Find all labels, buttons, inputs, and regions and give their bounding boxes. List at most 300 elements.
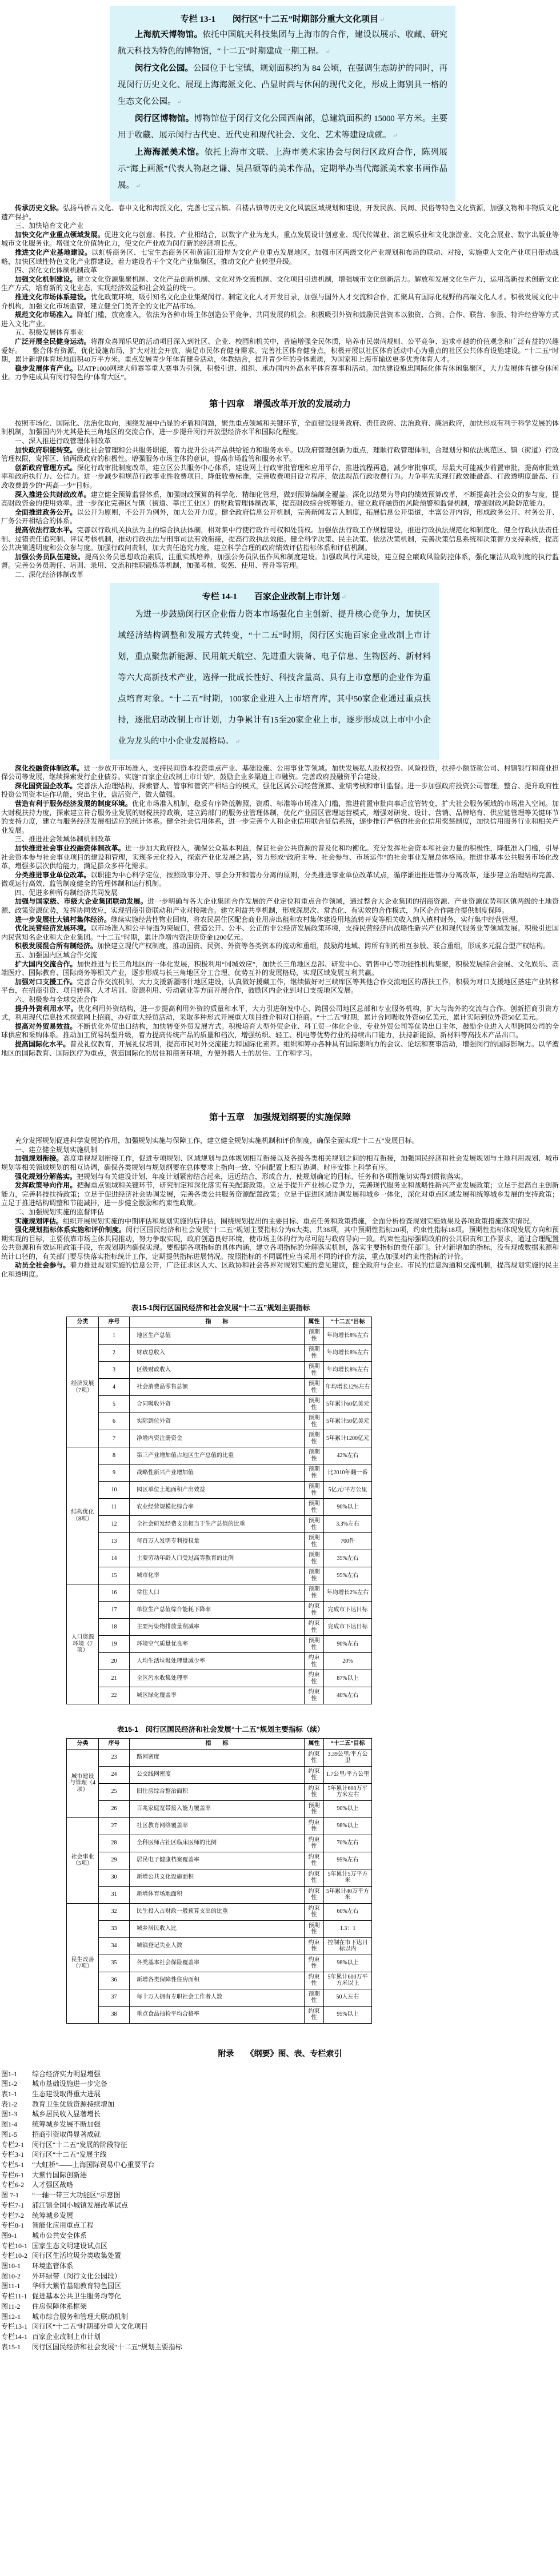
- box-paragraph: 闵行文化公园。公园位于七宝镇，规划面积约为 84 公顷，在强调生态防护的同时，再现闵行历史文化、展现上海海派文化、凸显时尚与休闲的现代文化，形成上海别具一格的生态文化公园。 ↵: [118, 64, 448, 106]
- attribute-cell: 预期性: [305, 1362, 324, 1379]
- index-code: 图10-1: [1, 2262, 21, 2270]
- index-item: [1, 2261, 559, 2272]
- numbered-subheading: 五、积极发展体育事业: [15, 328, 84, 337]
- numbered-subheading: 四、深化文化体制机制改革: [15, 266, 98, 275]
- category-cell: 人口资源环境（7项）: [67, 1584, 99, 1704]
- table-row: [67, 1550, 372, 1567]
- indicator-cell: 环境空气质量优良率: [130, 1636, 305, 1653]
- paragraph-lead: 强化规划指标体系实施和评价制度。: [15, 1226, 126, 1234]
- index-title: 大紫竹国际创新港: [32, 2170, 87, 2179]
- index-title: 外环绿带（闵行文化公园段）: [32, 2272, 122, 2280]
- table-row: [67, 1362, 372, 1379]
- index-code: 图10-2: [1, 2272, 21, 2280]
- table-row: [67, 1817, 372, 1835]
- target-cell: 比2010年翻一番: [324, 1464, 372, 1482]
- body-paragraph: 积极发展混合所有制经济。加快建立现代产权制度，推动国资、民资、外资等各类资本的流动和重组，鼓励跨地域、跨所有制的相互参股、联合重组，形成多元混合型产权结构。: [15, 942, 550, 950]
- paragraph-lead: 深入推进公共财政改革。: [15, 490, 91, 499]
- index-code: 表1-1: [1, 2090, 17, 2098]
- index-item: [1, 2079, 559, 2089]
- numbered-subheading: 一、深入推进行政管理体制改革: [15, 437, 111, 446]
- indicator-cell: 城镇登记失业人数: [130, 1937, 305, 1955]
- indicator-cell: 路网密度: [130, 1749, 305, 1766]
- paragraph-lead: 扩大国内交流合作。: [15, 960, 77, 968]
- target-cell: 5亿元/平方公里: [324, 1482, 372, 1499]
- attribute-cell: 预期性: [305, 1516, 324, 1533]
- attribute-cell: 预期性: [305, 1800, 324, 1817]
- target-cell: 60%左右: [324, 1903, 372, 1920]
- indicator-cell: 各类基本社会保险覆盖率: [130, 1955, 305, 1972]
- serial-cell: 30: [99, 1869, 130, 1886]
- table-title: 表15-1闵行区国民经济和社会发展“十二五”规划主要指标: [131, 1303, 310, 1312]
- target-cell: 5年累计5万平方米: [324, 1869, 372, 1886]
- index-code: 专栏7-2: [1, 2211, 24, 2220]
- target-cell: 98%以上: [324, 1817, 372, 1835]
- body-paragraph: 分类推进事业单位改革。以职能为中心科学定位，按照政事分开、事企分开和管办分离的原则，分类推进事业单位改革试点，循序渐进推进管办分离改革，逐步建立治理结构完善、微观运行高效、监管制度健全的管理体制和运行机制。: [1, 870, 559, 888]
- body-paragraph: 稳步发展体育产业。以ATP1000网球大师赛等重大赛事为引领，积极引进、组织、承办国内外高水平体育赛事和活动。加快建设旗忠国际化体育休闲集聚区，大力发展体育健身休闲业。力争建成具有闵行特色的“体育大区”。: [1, 364, 559, 382]
- serial-cell: 25: [99, 1783, 130, 1800]
- table-row: [67, 1903, 372, 1920]
- body-paragraph: 加强对口支援工作。完善合作交流机制，大力支援新疆喀什地区建设，认真做好援藏工作，继续做好对三峡库区等其他合作交流地区的帮扶工作，积极为对口支援地区搭建产业转移平台，在招商引资、项目转移、人才培训、资源利用、劳动就业等方面开展合作，鼓励区内企业到对口支援地区发展。: [1, 977, 559, 995]
- serial-cell: 7: [99, 1430, 130, 1447]
- paragraph-lead: 深化国资国企改革。: [15, 781, 77, 790]
- indicator-cell: 全社会研发经费支出相当于生产总值的比重: [130, 1516, 305, 1533]
- index-item: [1, 2109, 559, 2120]
- column-header: 指 标: [130, 1739, 305, 1750]
- serial-cell: 22: [99, 1687, 130, 1704]
- attribute-cell: 约束性: [305, 1835, 324, 1852]
- body-paragraph: 深化国资国企改革。完善法人治理结构，探索管人、管事和管资产相结合的模式，强化区属公司经营预算、业绩考核和审计监督。进一步加强政府投资公司管理，整合、提升政府性投资公司资本运作功能，突出主业，盘活资产，做大做强。: [1, 781, 559, 799]
- chapter-heading: 第十四章 增强改革开放的发展动力: [209, 399, 351, 409]
- column-header: 序号: [99, 1739, 130, 1750]
- target-cell: 5年累计60亿美元: [324, 1396, 372, 1413]
- target-cell: 95%左右: [324, 1852, 372, 1869]
- body-paragraph: 加强与国家级、市级大企业集团联动发展。进一步明确与各大企业集团合作发展的产业定位和重点合作领域，通过整合大企业集团的招商资源、产业资源优势和区镇两级的土地资源、政策资源优势，发挥协同效应，实现招商引资联动和产业对接融合。建立利益共享机制，形成深层次、常态化、有实效的合作模式，为区企合作融合提供制度保障。: [1, 897, 559, 915]
- body-paragraph: 加快推进社会事业投融资体制改革。进一步加大政府投入，确保公众基本利益，保证社会公共资源的普及化和均衡化。充分发挥社会资本和社会力量的积极性，降低准入门槛，引导社会资本参与社会事业项目的建设和管理，实现多元化投入，探索产业化发展之路，努力形成“政府主导、社会参与、市场运作”的社会事业发展总体格局。推进非基本公共服务市场化改革，增强多层次供给能力，满足群众多样化需求。: [1, 844, 559, 870]
- table-row: [67, 1670, 372, 1687]
- column-header: 指 标: [130, 1317, 305, 1327]
- attribute-cell: 预期性: [305, 1989, 324, 2006]
- indicator-cell: 民生投入占财政一般预算支出的比重: [130, 1903, 305, 1920]
- body-paragraph: 加强文化机制建设。建立文化资源集聚机制、文化产品创新机制、文化对外交流机制、文化项目引进机制，增强城市文化创新活力。解放和发展文化生产力，运用高新技术创新文化生产方式，培育新的文化业态，实现经济效益和社会效益的统一。: [1, 275, 559, 292]
- indicator-cell: 主要劳动年龄人口受过高等教育的比例: [130, 1550, 305, 1567]
- serial-cell: 23: [99, 1749, 130, 1766]
- category-cell: 社会事业（5项）: [67, 1817, 99, 1903]
- table-row: [67, 1989, 372, 2006]
- paragraph-lead: 加快政府职能转变。: [15, 446, 77, 454]
- serial-cell: 34: [99, 1937, 130, 1955]
- index-item: [1, 2201, 559, 2211]
- highlight-box-13-1: [110, 6, 455, 202]
- paragraph-lead: 闵行文化公园。: [135, 64, 194, 73]
- paragraph-lead: 强化规划分解落实。: [15, 1172, 77, 1181]
- indicators-table-block: [66, 1302, 375, 1705]
- table-row: [67, 1584, 372, 1602]
- column-header: “十二五”目标: [324, 1739, 372, 1750]
- indicator-cell: 城市化率: [130, 1567, 305, 1584]
- index-code: 专栏5-1: [1, 2160, 24, 2169]
- index-item: [1, 2312, 559, 2322]
- body-paragraph: 深化投融资体制改革。进一步放开市场准入，支持民间资本投资重点产业、基础设施、公用事业等领域。加快发展私人股权投资、风险投资，扶持小额贷款公司、村镇银行和商业担保公司等发展，继续探索发行企业债券。实施“百家企业改制上市计划”，鼓励企业多渠道上市融资。完善政府投融资平台建设。: [1, 764, 559, 781]
- paragraph-lead: 动员全社会参与。: [15, 1261, 70, 1270]
- paragraph-lead: 加快文化产业重点领域发展。: [15, 230, 105, 239]
- indicator-cell: 公交线网密度: [130, 1766, 305, 1783]
- paragraph-lead: 加快推进社会事业投融资体制改革。: [15, 844, 125, 852]
- numbered-subheading: 六、积极参与全球交流合作: [15, 996, 98, 1004]
- index-code: 专栏3-1: [1, 2150, 24, 2159]
- target-cell: 5年累计50亿美元: [324, 1413, 372, 1430]
- attribute-cell: 约束性: [305, 1670, 324, 1687]
- index-title: 环境监管体系: [32, 2262, 74, 2270]
- index-code: 专栏7-1: [1, 2201, 24, 2209]
- body-paragraph: 广泛开展全民健身运动。将群众喜闻乐见的活动项目深入到社区、企业、校园和机关中，普遍增强全民体质，培养市民崇尚规则、公平竞争、追求卓越的价值观念和广泛有益的兴趣爱好。 整合体育资源，优化设施布局，扩大对社会开放，满足市民体育健身需求。完善社区体育健身点，积极开展以社区体育活动中心为重点的社区公共体育设施建设。“十二五”时期，累计新增体育场地面积40万平方米。重点发展青少年体育健身活动，体教结合，提升青少年的身体素质，为国家和上海市输送更多优秀体育人才。: [1, 337, 559, 364]
- body-paragraph: 按照市场化、国际化、法治化取向，围绕发展中凸显的矛盾和问题，聚焦重点领域和关键环节，全面建设服务政府、责任政府、法治政府、廉洁政府，加快形成有利于科学发展的体制机制，加强国内外尤其是长三角地区的交流合作，进一步提升闵行开放型经济水平和国际化程度。: [1, 419, 559, 436]
- target-cell: 70%左右: [324, 1835, 372, 1852]
- attribute-cell: 约束性: [305, 1886, 324, 1903]
- indicator-cell: 战略性新兴产业增加值: [130, 1464, 305, 1482]
- index-code: 图1-5: [1, 2130, 17, 2138]
- paragraph-lead: 提高国际化水平。: [15, 1040, 70, 1048]
- numbered-subheading: 一、建立健全规划实施机制: [15, 1145, 98, 1154]
- table-row: [67, 1602, 372, 1619]
- index-code: 专栏10-1: [1, 2241, 27, 2250]
- index-code: 图1-3: [1, 2110, 17, 2118]
- table-row: [67, 1800, 372, 1817]
- paragraph-lead: 提高对外贸易效益。: [15, 1022, 77, 1030]
- index-title: 百家企业改制上市计划: [32, 2332, 101, 2341]
- indicator-cell: 新增公共文化设施面积: [130, 1869, 305, 1886]
- target-cell: 35%左右: [324, 1550, 372, 1567]
- serial-cell: 16: [99, 1584, 130, 1602]
- table-row: [67, 1430, 372, 1447]
- indicator-cell: 农业经营规模化综合率: [130, 1499, 305, 1516]
- index-title: “大虹桥”——上海国际贸易中心重要平台: [32, 2160, 155, 2169]
- index-code: 专栏6-1: [1, 2170, 24, 2179]
- indicator-cell: 重点食品抽检平均合格率: [130, 2006, 305, 2023]
- attribute-cell: 预期性: [305, 1464, 324, 1482]
- table-row: [67, 1499, 372, 1516]
- attribute-cell: 约束性: [305, 1955, 324, 1972]
- paragraph-lead: 上海航天博物馆。: [135, 30, 203, 39]
- paragraph-lead: 加强规划衔接。: [15, 1154, 63, 1163]
- indicator-cell: 城区绿化覆盖率: [130, 1687, 305, 1704]
- paragraph-lead: 推进文化产业基地建设。: [15, 248, 92, 256]
- index-code: 图9-1: [1, 2231, 17, 2240]
- category-cell: 经济发展（7项）: [67, 1327, 99, 1447]
- index-item: [1, 2190, 559, 2201]
- serial-cell: 19: [99, 1636, 130, 1653]
- paragraph-lead: 稳步发展体育产业。: [15, 364, 77, 372]
- body-paragraph: 加快政府职能转变。强化社会管理和公共服务职能，着力提升公共产品供给能力和服务水平。以政府管理创新为重点，理顺行政管理体制，合理划分和依法规范区、镇（街道）行政管理权限，发挥区、镇两级政府的积极性。增强服务市场主体的意识，提高市场监管和服务水平。: [1, 446, 559, 463]
- body-paragraph: 加强公务员队伍建设。提高公务员思想政治素质，注重实践培养，加强公务员队伍作风和制度建设。加强政风行风建设，建立健全廉政风险防控体系，强化廉洁从政制度的执行监督。完善公务员聘任、培训、录用、交流和挂职锻炼等机制，加强考核、奖惩、使用、晋升等管理。: [1, 552, 559, 570]
- paragraph-lead: 提升外资利用水平。: [15, 1004, 78, 1013]
- target-cell: 5年累计600万平方米左右: [324, 1783, 372, 1800]
- table-row: [67, 1619, 372, 1636]
- serial-cell: 28: [99, 1835, 130, 1852]
- attribute-cell: 约束性: [305, 1783, 324, 1800]
- table-row: [67, 1687, 372, 1704]
- attribute-cell: 预期性: [305, 1920, 324, 1937]
- numbered-subheading: 四、促进多种所有制经济共同发展: [15, 888, 118, 897]
- table-header-row: [67, 1317, 372, 1327]
- target-cell: 年均增长8%左右: [324, 1327, 372, 1345]
- index-title: 华师大紫竹基础教育特色园区: [32, 2282, 122, 2290]
- return-mark-icon: ↵: [341, 593, 347, 601]
- serial-cell: 11: [99, 1499, 130, 1516]
- target-cell: 90%左右: [324, 1636, 372, 1653]
- index-code: 图12-1: [1, 2312, 21, 2321]
- index-title: 闵行区“十二五”时期部分重大文化项目: [32, 2322, 148, 2331]
- body-paragraph: 动员全社会参与。着力推进规划实施的信息公开，广泛征求区人大、区政协和社会各界对规划实施的意见建议，健全政府与企业、市民的信息沟通和交流机制，提高规划实施的民主化和透明度。: [1, 1261, 559, 1279]
- attribute-cell: 预期性: [305, 1379, 324, 1396]
- index-code: 专栏8-1: [1, 2221, 24, 2230]
- attribute-cell: 预期性: [305, 1413, 324, 1430]
- attribute-cell: 预期性: [305, 1533, 324, 1550]
- index-code: 图1-2: [1, 2080, 17, 2088]
- table-row: [67, 1533, 372, 1550]
- body-paragraph: 推进文化市场体系建设。优化政策环境，吸引知名文化企业集聚闵行。制定文化人才开发目录，加强与国外人才交流和合作，汇聚具有国际化视野的高端文化人才。积极发展文化中介机构，加强文化市场监管，建立健全门类齐全的文化产品市场。: [1, 292, 559, 310]
- target-cell: 5年累计40万平方米: [324, 1886, 372, 1903]
- indicator-cell: 合同吸收外资: [130, 1396, 305, 1413]
- body-paragraph: 全面推进政务公开。以公开为原则，不公开为例外，加大公开力度。健全政府信息公开机制，完善新闻发言人制度，拓展信息公开渠道，丰富公开内容，形成政务公开、村务公开、厂务公开相结合的体系。: [1, 508, 559, 525]
- index-code: 图 7-1: [1, 2191, 19, 2200]
- target-cell: 年均增长12%左右: [324, 1379, 372, 1396]
- index-item: [1, 2241, 559, 2252]
- table-row: [67, 1972, 372, 1989]
- serial-cell: 36: [99, 1972, 130, 1989]
- paragraph-lead: 发挥政策导向作用。: [15, 1181, 77, 1190]
- serial-cell: 21: [99, 1670, 130, 1687]
- indicator-cell: 地区生产总值: [130, 1327, 305, 1345]
- paragraph-lead: 加强公务员队伍建设。: [15, 552, 85, 561]
- target-cell: 完成市下达目标: [324, 1602, 372, 1619]
- index-title: 闵行区“十二五”发展主线: [32, 2150, 107, 2159]
- index-item: [1, 2332, 559, 2342]
- attribute-cell: 约束性: [305, 1602, 324, 1619]
- table-header-row: [67, 1739, 372, 1750]
- box-title: 专栏 13-1 闵行区“十二五”时期部分重大文化项目 ↵: [180, 15, 385, 24]
- table-row: [67, 1653, 372, 1670]
- indicator-cell: 社会消费品零售总额: [130, 1379, 305, 1396]
- paragraph-lead: 提高依法行政水平。: [15, 526, 77, 534]
- serial-cell: 32: [99, 1903, 130, 1920]
- target-cell: 95%以上: [324, 2006, 372, 2023]
- serial-cell: 6: [99, 1413, 130, 1430]
- category-cell: 民生改善（7项）: [67, 1903, 99, 2023]
- serial-cell: 13: [99, 1533, 130, 1550]
- index-code: 专栏10-2: [1, 2252, 27, 2260]
- appendix-index-list: [1, 2069, 559, 2353]
- body-paragraph: 推进文化产业基地建设。以虹桥商务区、七宝生态商务区和黄浦江沿岸为文化产业重点发展地区，加强市区两级文化产业规划和布局的联动、对接，实施重大文化产业项目带动战略，加快区域性特色文化产业群建设，着力建设若干个文化产业集聚区，推动文化产业转型升级。: [1, 248, 559, 266]
- serial-cell: 12: [99, 1516, 130, 1533]
- attribute-cell: 预期性: [305, 1550, 324, 1567]
- numbered-subheading: 五、加强国内区域合作交流: [15, 951, 98, 960]
- body-paragraph: 深入推进公共财政改革。建立健全预算监督体系，加强财政预算的科学化、精细化管理，做到预算编制全覆盖。深化以结果为导向的绩效预算改革，不断提高社会公众的参与度，提高财政资金的使用效率。进一步深化完善区与镇（街道、莘庄工业区）的财政管理体制改革，提高财政综合统筹能力。建立政府融资的风险预警和监督机制，增强财政风险防范能力。: [1, 490, 559, 508]
- indicator-cell: 新增体育场地面积: [130, 1886, 305, 1903]
- body-paragraph: 强化规划指标体系实施和评价制度。闵行区国民经济和社会发展“十二五”规划主要指标分为6大类、共38项，其中预期性指标20项，约束性指标18项。预期性指标体现发展方向和预期实现的目标，主要依靠市场主体共同推动，努力争取实现，政府创造良好环境，使市场主体的行为尽可能与政府导向一致。约束性指标强调政府的公共职责和工作要求，通过合理配置公共资源和有效运用政策手段，在规划期内确保实现。要根据各项指标的具体内涵，建立各项指标的分解落实机制，落实主要指标的责任部门。针对新增加的指标，没有现成数据来源和统计口径的，有关部门要尽快落实指标统计工作，定期提供指标进展情况。按照指标的不同属性应当采用不同的评价方法，重点加强对约束性指标的评价。: [1, 1226, 559, 1261]
- serial-cell: 38: [99, 2006, 130, 2023]
- indicator-cell: 全科医师占社区临床医师的比例: [130, 1835, 305, 1852]
- target-cell: 5年累计1200亿元: [324, 1430, 372, 1447]
- body-paragraph: 提高国际化水平。普及礼仪教育，开展礼仪培训，提高市民对外交流能力和国际化素养。组织和筹办各种具有国际影响力的会议、论坛和赛事活动，增强闵行的国际影响力。以华漕地区的国际教育、国际医疗为重点，营造国际化的居住和商务环境，方便外籍人士的居住、工作和学习。: [1, 1040, 559, 1057]
- indicator-cell: 每百万人发明专利授权量: [130, 1533, 305, 1550]
- index-code: 专栏11-1: [1, 2292, 27, 2301]
- indicator-cell: 主要污染物排放量削减率: [130, 1619, 305, 1636]
- index-item: [1, 2231, 559, 2241]
- index-code: 图1-1: [1, 2069, 17, 2078]
- indicator-cell: 净增内资注册资金: [130, 1430, 305, 1447]
- return-mark-icon: ↵: [135, 183, 141, 190]
- indicator-cell: 旧住房综合整治面积: [130, 1783, 305, 1800]
- indicator-cell: 城乡居民收入比: [130, 1920, 305, 1937]
- index-code: 表1-2: [1, 2100, 17, 2108]
- index-title: 统筹城乡发展不断加强: [32, 2120, 101, 2129]
- index-title: 闵行区“十二五”发展的阶段特征: [32, 2140, 127, 2149]
- index-code: 专栏14-1: [1, 2332, 27, 2341]
- index-item: [1, 2251, 559, 2261]
- index-item: [1, 2281, 559, 2292]
- paragraph-lead: 闵行区博物馆。: [135, 114, 194, 123]
- table-row: [67, 1783, 372, 1800]
- attribute-cell: 预期性: [305, 1482, 324, 1499]
- index-item: [1, 2140, 559, 2150]
- index-title: 住房保障体系框架: [32, 2302, 87, 2310]
- index-item: [1, 2211, 559, 2221]
- index-title: 人才强区战略: [32, 2181, 74, 2189]
- return-mark-icon: ↵: [177, 99, 182, 106]
- box-paragraph: 上海航天博物馆。依托中国航天科技集团与上海市的合作，建设以展示、收藏、研究航天科技为特色的博物馆，“十二五”时期建成一期工程。 ↵: [118, 30, 448, 56]
- table-row: [67, 1920, 372, 1937]
- table-row: [67, 1345, 372, 1362]
- paragraph-lead: 广泛开展全民健身运动。: [15, 337, 91, 346]
- index-title: 智能化应用重点工程: [32, 2221, 94, 2230]
- serial-cell: 35: [99, 1955, 130, 1972]
- serial-cell: 26: [99, 1800, 130, 1817]
- table-row: [67, 1413, 372, 1430]
- table-row: [67, 1516, 372, 1533]
- serial-cell: 18: [99, 1619, 130, 1636]
- attribute-cell: 约束性: [305, 1972, 324, 1989]
- indicator-cell: 常住人口: [130, 1584, 305, 1602]
- paragraph-lead: 加强对口支援工作。: [15, 977, 77, 986]
- serial-cell: 24: [99, 1766, 130, 1783]
- attribute-cell: 约束性: [305, 1869, 324, 1886]
- body-paragraph: 传承历史文脉。弘扬马桥古文化、春申文化和海派文化，完善七宝古镇、召楼古镇等历史文化风貌区域规划和建设，开发民族、民间、民俗等特色文化资源，加强文物和非物质文化遗产保护。: [1, 204, 559, 221]
- return-mark-icon: ↵: [379, 17, 385, 23]
- attribute-cell: 约束性: [305, 1653, 324, 1670]
- table-row: [67, 1852, 372, 1869]
- table-row: [67, 1749, 372, 1766]
- attribute-cell: 约束性: [305, 1937, 324, 1955]
- indicator-cell: 新增各类保障性住房面积: [130, 1972, 305, 1989]
- serial-cell: 9: [99, 1464, 130, 1482]
- serial-cell: 4: [99, 1379, 130, 1396]
- target-cell: 3.3%左右: [324, 1516, 372, 1533]
- index-code: 专栏6-2: [1, 2181, 24, 2189]
- indicator-cell: 实际到位外资: [130, 1413, 305, 1430]
- index-code: 图11-1: [1, 2282, 21, 2290]
- target-cell: 700件: [324, 1533, 372, 1550]
- serial-cell: 1: [99, 1327, 130, 1345]
- attribute-cell: 预期性: [305, 1327, 324, 1345]
- body-paragraph: 强化规划分解落实。把规划与有关建设计划、年度计划紧密结合起来，远近结合，形成合力，使规划确定的目标、任务和各项措施切实得到贯彻落实。: [15, 1172, 468, 1181]
- appendix-heading: 附录 《纲要》图、表、专栏索引: [218, 2048, 342, 2058]
- return-mark-icon: ↵: [392, 133, 398, 139]
- attribute-cell: 约束性: [305, 1766, 324, 1783]
- index-code: 图1-4: [1, 2120, 17, 2129]
- body-paragraph: 提高对外贸易效益。不断优化外贸出口结构，加快转变外贸发展方式。积极培育大型外贸企业、科工贸一体化企业、专业外贸公司等优势出口主体，鼓励企业进入大型跨国公司的全球供应和采购体系。推动加工贸易转型升级，着力提高传统产品的质量和档次，增强纺织、轻工、机电等优势行业的持续出口能力，扶持新能源、新材料等高技术产品出口。: [1, 1022, 559, 1040]
- numbered-subheading: 三、推进社会领域体制机制改革: [15, 835, 111, 844]
- column-header: 属性: [305, 1739, 324, 1750]
- paragraph-lead: 加强文化机制建设。: [15, 275, 77, 283]
- serial-cell: 33: [99, 1920, 130, 1937]
- index-item: [1, 2221, 559, 2231]
- target-cell: 20%: [324, 1653, 372, 1670]
- column-header: 序号: [99, 1317, 130, 1327]
- numbered-subheading: 二、深化经济体制改革: [15, 570, 84, 579]
- paragraph-lead: 规范文化市场准入。: [15, 311, 77, 319]
- index-item: [1, 2120, 559, 2130]
- serial-cell: 14: [99, 1550, 130, 1567]
- numbered-subheading: 二、加强规划实施的监督评估: [15, 1207, 105, 1216]
- table-row: [67, 1636, 372, 1653]
- target-cell: 控制在市下达目标以内: [324, 1937, 372, 1955]
- attribute-cell: 预期性: [305, 1499, 324, 1516]
- body-paragraph: 提高依法行政水平。完善以行政机关执法为主的综合执法体制，相对集中行使行政许可权和处罚权。加强依法行政工作规程建设，推进行政执法规范化和制度化，健全行政执法责任制、过错责任追究制、评议考核机制，推动行政执法与刑事司法有效衔接，提高行政执法效能。健全科学决策、民主决策、依法决策机制，完善决策信息系统和决策智力支持系统，提高公共决策透明度和公众参与度。加强行政问责制，加大责任追究力度，建立科学合理的政府绩效评估指标体系和评估机制。: [1, 526, 559, 552]
- table-row: [67, 1396, 372, 1413]
- index-item: [1, 2292, 559, 2302]
- index-item: [1, 2342, 559, 2353]
- chapter-heading: 第十五章 加强规划纲要的实施保障: [209, 1113, 351, 1123]
- table-row: [67, 1379, 372, 1396]
- attribute-cell: 约束性: [305, 1687, 324, 1704]
- paragraph-lead: 创新政府管理方式。: [15, 463, 77, 472]
- category-cell: 结构优化（8项）: [67, 1447, 99, 1584]
- index-item: [1, 2322, 559, 2332]
- target-cell: 3.39公里/平方公里: [324, 1749, 372, 1766]
- attribute-cell: 约束性: [305, 1903, 324, 1920]
- indicator-cell: 单位生产总值综合能耗下降率: [130, 1602, 305, 1619]
- serial-cell: 17: [99, 1602, 130, 1619]
- table-row: [67, 1464, 372, 1482]
- return-mark-icon: ↵: [235, 738, 241, 745]
- index-title: 综合经济实力明显增强: [32, 2069, 101, 2078]
- table-row: [67, 1869, 372, 1886]
- paragraph-lead: 进一步发展壮大镇村集体经济。: [15, 915, 111, 924]
- index-item: [1, 2130, 559, 2140]
- table-row: [67, 1886, 372, 1903]
- attribute-cell: 预期性: [305, 1396, 324, 1413]
- index-title: 闵行区国民经济和社会发展“十二五”规划主要指标: [32, 2342, 182, 2351]
- serial-cell: 8: [99, 1447, 130, 1464]
- index-code: 图11-2: [1, 2302, 21, 2310]
- index-item: [1, 2302, 559, 2312]
- column-header: 分类: [67, 1317, 99, 1327]
- body-paragraph: 充分发挥规划促进科学发展的作用，加强规划实施与保障工作，建立健全规划实施机制和评价制度，确保全面实现“十二五”发展目标。: [15, 1137, 419, 1145]
- target-cell: 年均增长2%左右: [324, 1584, 372, 1602]
- target-cell: 年均增长8%左右: [324, 1345, 372, 1362]
- paragraph-lead: 深化投融资体制改革。: [15, 764, 84, 772]
- paragraph-lead: 传承历史文脉。: [15, 204, 63, 212]
- body-paragraph: 加快文化产业重点领域发展。促进文化与创意、科技、产业相结合，以数字产业为龙头，重点发展设计创意业、现代传媒业、演艺娱乐业和文化旅游业、文化会展业、数字出版业等城市文化服务业。增强文化价值转化力，使文化产业成为闵行新的经济增长点。: [1, 230, 559, 248]
- box-paragraph: 为进一步鼓励闵行区企业借力资本市场强化自主创新、提升核心竞争力，加快区域经济结构调整和发展方式转变，“十二五”时期，闵行区实施百家企业改制上市计划，重点聚焦新能源、民用航天航空、先进重大装备、电子信息、生物医药、新材料等六大高新技术产业，选择一批成长性好、科技含量高、具有上市意愿的企业作为重点培育对象。“十二五”时期，100家企业进入上市培育库，其中50家企业通过重点扶持，逐批启动改制上市计划，力争累计有15至20家企业上市，逐步形成以上市中小企业为龙头的中小企业发展格局。 ↵: [118, 609, 431, 746]
- serial-cell: 37: [99, 1989, 130, 2006]
- attribute-cell: 约束性: [305, 1817, 324, 1835]
- paragraph-lead: 实施规划评估。: [15, 1217, 63, 1225]
- index-title: 浦江镇全国小城镇发展改革试点: [32, 2201, 129, 2209]
- table-row: [67, 1955, 372, 1972]
- box-title: 专栏 14-1 百家企业改制上市计划 ↵: [202, 592, 347, 601]
- body-paragraph: 创新政府管理方式。深化行政审批制度改革，建立区公共服务中心体系，建设网上行政审批管理和应用平台，推进流程再造，减少审批事项，尽最大可能减少前置审批，提高审批效率和政府执行力、公信力。进一步减少和规范行政事业性收费项目，降低收费标准，完善收费项目设立程序，依法规范行政收费行为。力争率先实现行政效能最高、行政透明度最高、行政收费最少的“两高一少”目标。: [1, 463, 559, 490]
